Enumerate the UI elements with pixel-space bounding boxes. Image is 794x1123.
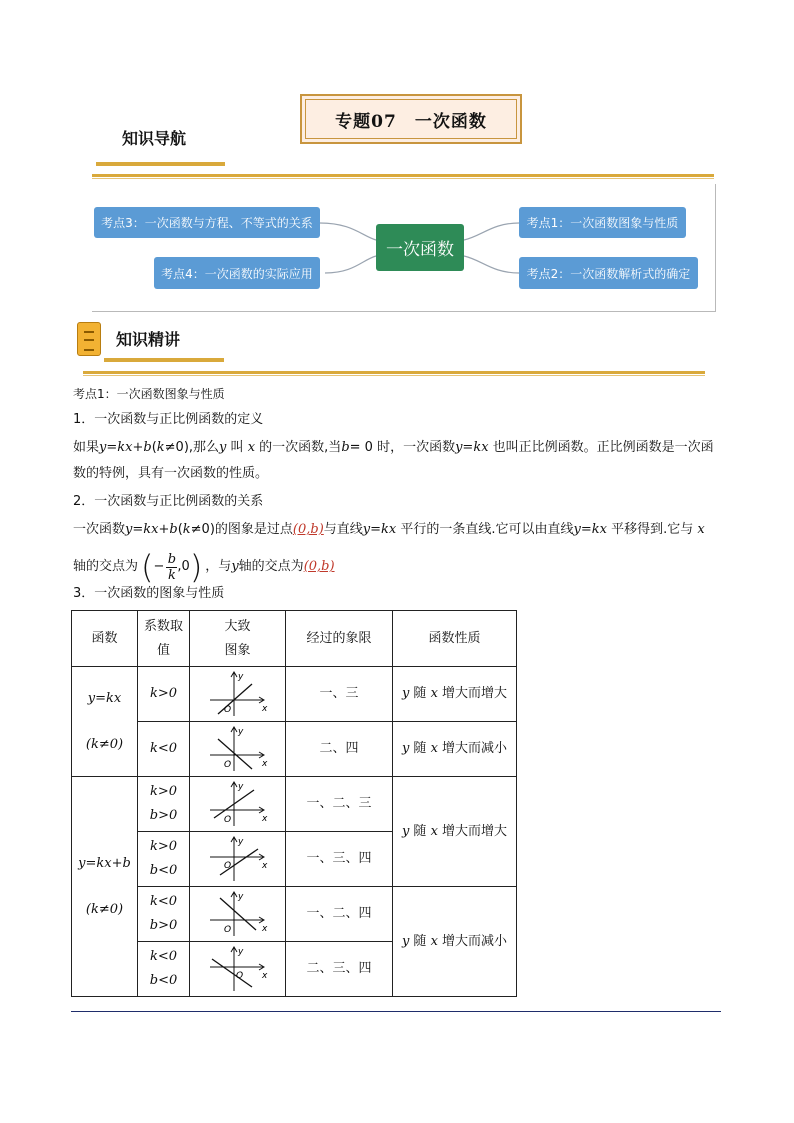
- quadrants-cell: 一、三: [286, 667, 393, 722]
- graph-k-neg-b-pos: [208, 890, 268, 938]
- header-graph: 大致 图象: [190, 611, 286, 667]
- svg-text:y: y: [237, 727, 243, 737]
- sec1-title: 1．一次函数与正比例函数的定义: [73, 412, 264, 427]
- svg-text:y: y: [237, 947, 243, 957]
- header-property: 函数性质: [393, 611, 517, 667]
- graph-k-neg-b-neg: [208, 945, 268, 993]
- nav-divider: [92, 174, 714, 177]
- quadrants-cell: 一、二、四: [286, 887, 393, 942]
- coef-cell: k>0 b<0: [138, 832, 190, 887]
- nav-heading: 知识导航: [122, 129, 187, 148]
- coef-cell: k>0: [138, 667, 190, 722]
- sec1-line1: 如果y=kx+b(k≠0),那么y 叫 x 的一次函数,当b= 0 时，一次函数y=kx 也叫正比例函数。正比例函数是一次函: [73, 440, 714, 455]
- lecture-heading-underline: [104, 358, 224, 362]
- coef-cell: k<0: [138, 722, 190, 777]
- quadrants-cell: 一、三、四: [286, 832, 393, 887]
- header-function: 函数: [72, 611, 138, 667]
- table-row: [72, 667, 517, 722]
- quadrants-cell: 二、三、四: [286, 942, 393, 997]
- graph-cell: [190, 832, 286, 887]
- property-cell: y 随 x 增大而减小: [393, 887, 517, 997]
- property-cell: y 随 x 增大而增大: [393, 667, 517, 722]
- svg-text:O: O: [223, 861, 231, 871]
- coef-cell: k>0 b>0: [138, 777, 190, 832]
- svg-text:x: x: [261, 814, 267, 824]
- svg-text:O: O: [223, 705, 231, 715]
- svg-text:O: O: [223, 815, 231, 825]
- graph-cell: [190, 942, 286, 997]
- svg-text:y: y: [237, 892, 243, 902]
- sec1-line2: 数的特例，具有一次函数的性质。: [73, 466, 269, 481]
- table-row: [72, 722, 517, 777]
- intercept-formula: ( − b k ,0 ): [141, 548, 203, 586]
- sec2-title: 2．一次函数与正比例函数的关系: [73, 494, 264, 509]
- nav-heading-underline: [96, 162, 225, 166]
- svg-text:x: x: [261, 971, 267, 981]
- group2-function: y=kx+b (k≠0): [72, 777, 138, 997]
- lecture-heading: 知识精讲: [116, 330, 181, 349]
- svg-text:x: x: [261, 759, 267, 769]
- point1-title: 考点1：一次函数图象与性质: [73, 387, 225, 401]
- page-bottom-rule: [71, 1011, 721, 1012]
- sec2-line1: 一次函数y=kx+b(k≠0)的图象是过点(0,b)与直线y=kx 平行的一条直线.它可以由直线y=kx 平移得到.它与 x: [73, 522, 705, 537]
- graph-cell: [190, 887, 286, 942]
- table-header-row: [72, 611, 517, 667]
- svg-text:x: x: [261, 704, 267, 714]
- group1-function: y=kx (k≠0): [72, 667, 138, 777]
- graph-cell: [190, 777, 286, 832]
- svg-text:x: x: [261, 861, 267, 871]
- svg-text:y: y: [237, 782, 243, 792]
- graph-cell: [190, 667, 286, 722]
- table-row: [72, 777, 517, 832]
- page-title: 专题07 一次函数: [335, 112, 487, 132]
- title-box: [300, 94, 522, 144]
- sec3-title: 3．一次函数的图象与性质: [73, 586, 225, 601]
- property-cell: y 随 x 增大而减小: [393, 722, 517, 777]
- mindmap-node-3[interactable]: 考点3：一次函数与方程、不等式的关系: [94, 207, 320, 238]
- property-cell: y 随 x 增大而增大: [393, 777, 517, 887]
- graph-k-pos-origin: [208, 670, 268, 718]
- mindmap-center[interactable]: 一次函数: [376, 224, 464, 271]
- coef-cell: k<0 b>0: [138, 887, 190, 942]
- sec2-line2: 轴的交点为 ( − b k ,0 ) ，与 y 轴的交点为 (0,b): [73, 548, 335, 586]
- lecture-divider: [83, 371, 705, 374]
- header-quadrants: 经过的象限: [286, 611, 393, 667]
- graph-k-pos-b-neg: [208, 835, 268, 883]
- graph-k-neg-origin: [208, 725, 268, 773]
- coef-cell: k<0 b<0: [138, 942, 190, 997]
- mindmap-node-1[interactable]: 考点1：一次函数图象与性质: [519, 207, 686, 238]
- graph-cell: [190, 722, 286, 777]
- notebook-icon: [77, 322, 101, 356]
- quadrants-cell: 一、二、三: [286, 777, 393, 832]
- quadrants-cell: 二、四: [286, 722, 393, 777]
- graph-k-pos-b-pos: [208, 780, 268, 828]
- svg-text:y: y: [237, 837, 243, 847]
- mindmap-node-4[interactable]: 考点4：一次函数的实际应用: [154, 257, 320, 289]
- svg-text:O: O: [223, 925, 231, 935]
- mindmap-node-2[interactable]: 考点2：一次函数解析式的确定: [519, 257, 698, 289]
- svg-text:O: O: [223, 760, 231, 770]
- properties-table: [71, 610, 517, 997]
- svg-text:x: x: [261, 924, 267, 934]
- svg-text:y: y: [237, 672, 243, 682]
- table-row: [72, 887, 517, 942]
- header-coef: 系数取 值: [138, 611, 190, 667]
- svg-text:O: O: [235, 971, 243, 981]
